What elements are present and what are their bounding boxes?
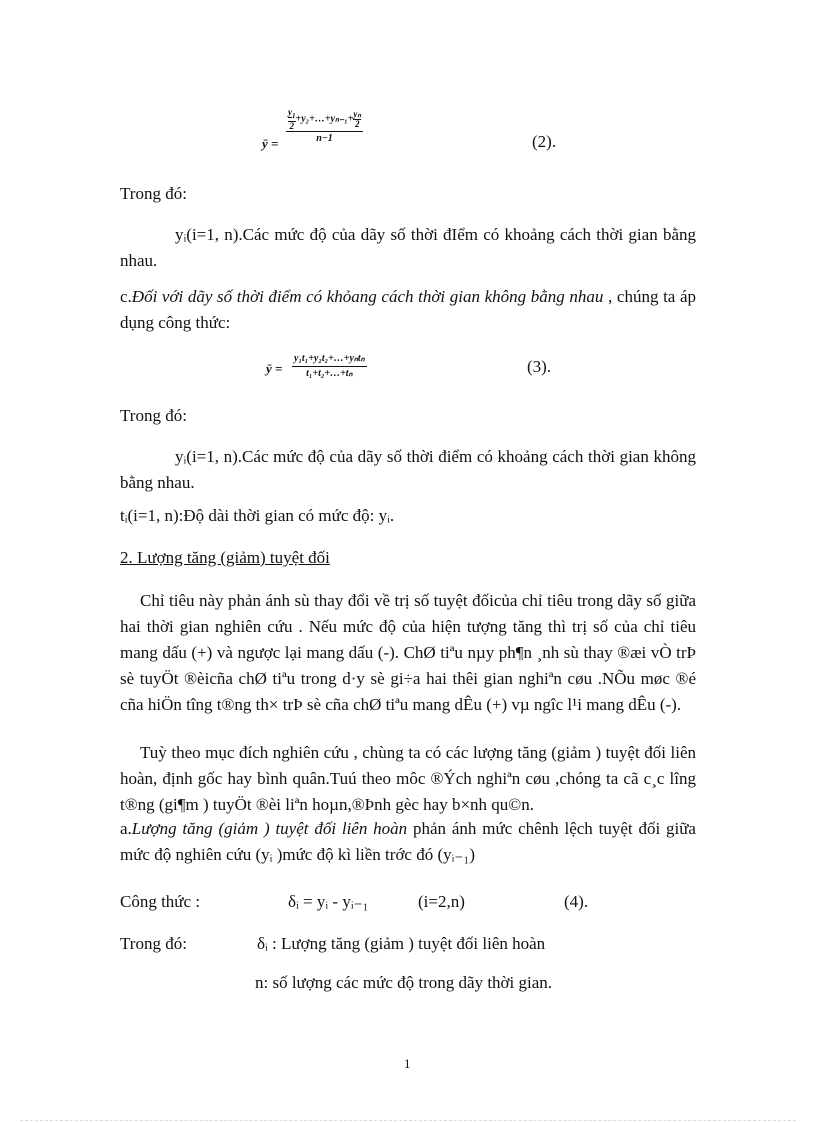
- where-label-1: Trong đó:: [120, 184, 187, 203]
- section-c-heading: Đối với dãy số thời điểm có khỏang cách thời gian không bằng nhau: [131, 287, 604, 306]
- formula-2-lhs: ȳ =: [262, 136, 279, 151]
- section-a-paragraph: a.Lượng tăng (giảm ) tuyệt đối liên hoàn phản ánh mức chênh lệch tuyệt đối giữa mức độ nghiên cứu (yᵢ )mức độ kì liền trớc đó (yᵢ₋₁): [120, 819, 696, 864]
- page-bottom-divider: [20, 1120, 796, 1121]
- formula-2-denominator: n−1: [316, 132, 333, 144]
- paragraph-research-purpose: Tuỳ theo mục đích nghiên cứu , chùng ta có các lượng tăng (giảm ) tuyệt đối liên hoàn, định gốc hay bình quân.Tuú theo môc ®Ých nghiªn cøu ,chóng ta cã c¸c lîng t®ng (gi¶m ) tuyÖt ®èi liªn hoµn,®Þnh gèc hay b×nh qu©n.: [120, 743, 696, 814]
- formula-2-numerator: [286, 108, 363, 132]
- where-n-definition: n: số lượng các mức độ trong dãy thời gian.: [255, 973, 553, 992]
- formula-4-condition: (i=2,n): [418, 892, 465, 911]
- formula-4-label: Công thức :: [120, 892, 201, 911]
- formula-3-denominator: t₁+t₂+…+tₙ: [306, 368, 353, 379]
- paragraph-yi-equal-intervals: yᵢ(i=1, n).Các mức độ của dãy số thời đIểm có khoảng cách thời gian bằng nhau.: [120, 225, 696, 270]
- formula-3-numerator: y₁t₁+y₂t₂+…+yₙtₙ: [292, 352, 367, 367]
- formula-4-expression: δᵢ = yᵢ - yᵢ₋₁: [288, 892, 369, 911]
- formula-3-fraction: [292, 352, 367, 381]
- paragraph-yi-unequal-intervals: yᵢ(i=1, n).Các mức độ của dãy số thời điểm có khoảng cách thời gian không bằng nhau.: [120, 447, 696, 492]
- formula-2-half-yn: $\frac{\text{yₙ}}{2}$: [353, 108, 361, 129]
- section-2-title: 2. Lượng tăng (giảm) tuyệt đối: [120, 548, 330, 567]
- formula-2-number: (2).: [532, 132, 557, 151]
- where-label-2: Trong đó:: [120, 406, 187, 425]
- section-a-heading: Lượng tăng (giảm ) tuyệt đối liên hoàn: [131, 819, 408, 838]
- formula-2-middle-terms: +y₂+…+yₙ₋₁+: [295, 113, 354, 125]
- where-label-3: Trong đó:: [120, 934, 187, 953]
- where-delta-definition: δᵢ : Lượng tăng (giảm ) tuyệt đối liên hoàn: [257, 934, 546, 953]
- formula-4-number: (4).: [564, 892, 589, 911]
- formula-2-fraction: [286, 108, 363, 146]
- paragraph-indicator-description: Chỉ tiêu này phản ánh sù thay đổi về trị số tuyệt đốicủa chỉ tiêu trong dãy số giữa hai thời gian nghiên cứu . Nếu mức độ của hiện tượng tăng thì trị số của chỉ tiêu mang dấu (+) và ngược lại mang dấu (-). ChØ tiªu nµy ph¶n ¸nh sù thay ®æi vÒ trÞ sè tuyÖt ®èicña chØ tiªu trong d·y sè gi÷a hai thêi gian nghiªn cøu .NÕu møc ®é cña hiÖn tîng t®ng th× trÞ sè cña chØ tiªu mang dÊu (+) vµ ngîc l¹i mang dÊu (-).: [120, 591, 696, 714]
- formula-3-lhs: ȳ =: [266, 361, 283, 376]
- section-c-paragraph: c.Đối với dãy số thời điểm có khỏang cách thời gian không bằng nhau , chúng ta áp dụng công thức:: [120, 287, 696, 332]
- paragraph-ti-duration: tᵢ(i=1, n):Độ dài thời gian có mức độ: yᵢ.: [120, 506, 395, 525]
- formula-2-half-y1: $\frac{y_1}{2}$: [288, 107, 296, 131]
- formula-3-number: (3).: [527, 357, 552, 376]
- page-number: 1: [404, 1056, 411, 1071]
